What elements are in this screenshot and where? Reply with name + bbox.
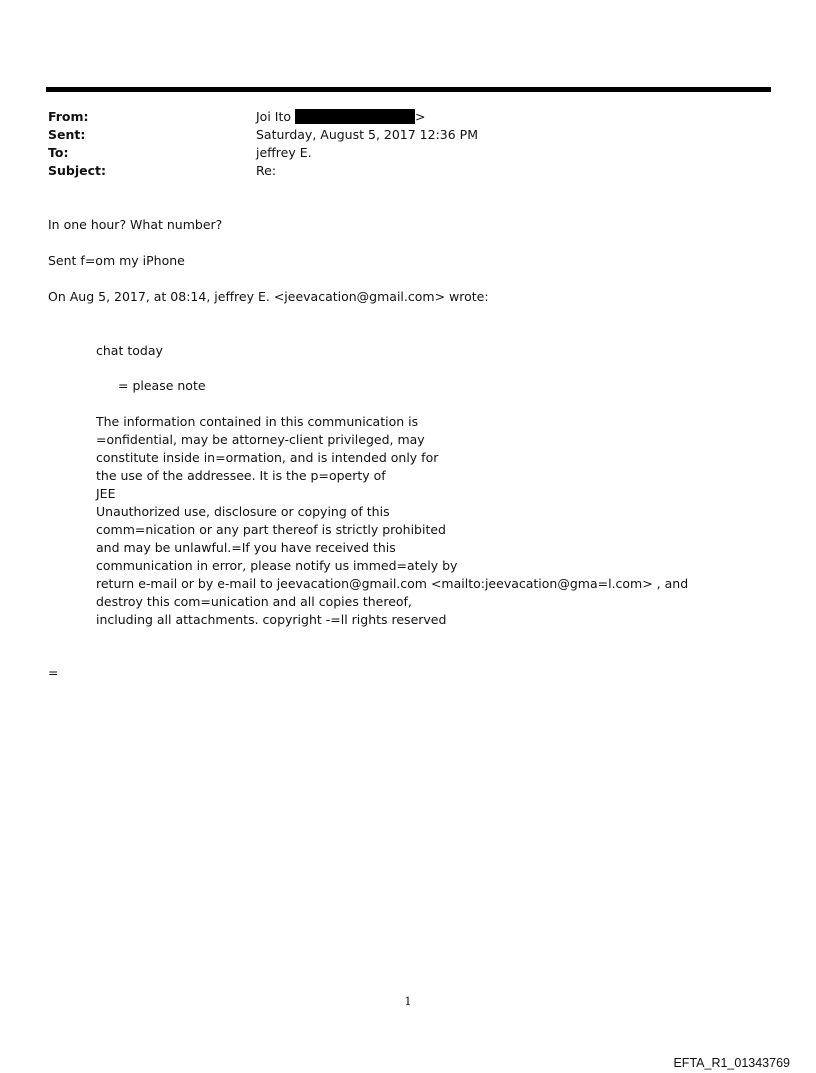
disclaimer-line: Unauthorized use, disclosure or copying of this — [96, 504, 390, 519]
document-id: EFTA_R1_01343769 — [673, 1056, 790, 1070]
disclaimer-line: return e-mail or by e-mail to jeevacation@gmail.com <mailto:jeevacation@gma=l.com> , and — [96, 576, 689, 591]
disclaimer-line: constitute inside in=ormation, and is intended only for — [96, 450, 439, 465]
from-name: Joi Ito — [256, 109, 292, 124]
sent-value: Saturday, August 5, 2017 12:36 PM — [256, 127, 478, 142]
trailing-equals: = — [48, 665, 59, 680]
disclaimer-line: =onfidential, may be attorney-client privileged, may — [96, 432, 425, 447]
subject-label: Subject: — [48, 163, 106, 178]
from-value — [256, 108, 426, 126]
subject-value: Re: — [256, 163, 277, 178]
disclaimer-line: The information contained in this communication is — [96, 414, 419, 429]
from-label: From: — [48, 109, 89, 124]
disclaimer-line: comm=nication or any part thereof is strictly prohibited — [96, 522, 446, 537]
quoted-chat-line: chat today — [96, 343, 163, 358]
from-row — [48, 108, 478, 126]
disclaimer-line: destroy this com=unication and all copies thereof, — [96, 594, 412, 609]
page-number: 1 — [404, 995, 412, 1008]
quoted-note-line: = please note — [118, 378, 206, 393]
disclaimer-block — [96, 413, 688, 629]
quote-attribution: On Aug 5, 2017, at 08:14, jeffrey E. <jeevacation@gmail.com> wrote: — [48, 289, 489, 304]
subject-row — [48, 162, 478, 180]
disclaimer-line: including all attachments. copyright -=ll rights reserved — [96, 612, 447, 627]
email-header — [48, 108, 478, 180]
disclaimer-line: the use of the addressee. It is the p=operty of — [96, 468, 386, 483]
to-value: jeffrey E. — [256, 145, 312, 160]
disclaimer-line: communication in error, please notify us immed=ately by — [96, 558, 458, 573]
to-label: To: — [48, 145, 69, 160]
signature-line: Sent f=om my iPhone — [48, 253, 185, 268]
reply-line: In one hour? What number? — [48, 217, 223, 232]
to-row — [48, 144, 478, 162]
from-suffix: > — [415, 109, 426, 124]
disclaimer-line: and may be unlawful.=If you have received this — [96, 540, 396, 555]
disclaimer-line: JEE — [96, 486, 116, 501]
header-rule — [46, 87, 771, 92]
redaction-block — [295, 109, 415, 124]
sent-label: Sent: — [48, 127, 86, 142]
sent-row — [48, 126, 478, 144]
